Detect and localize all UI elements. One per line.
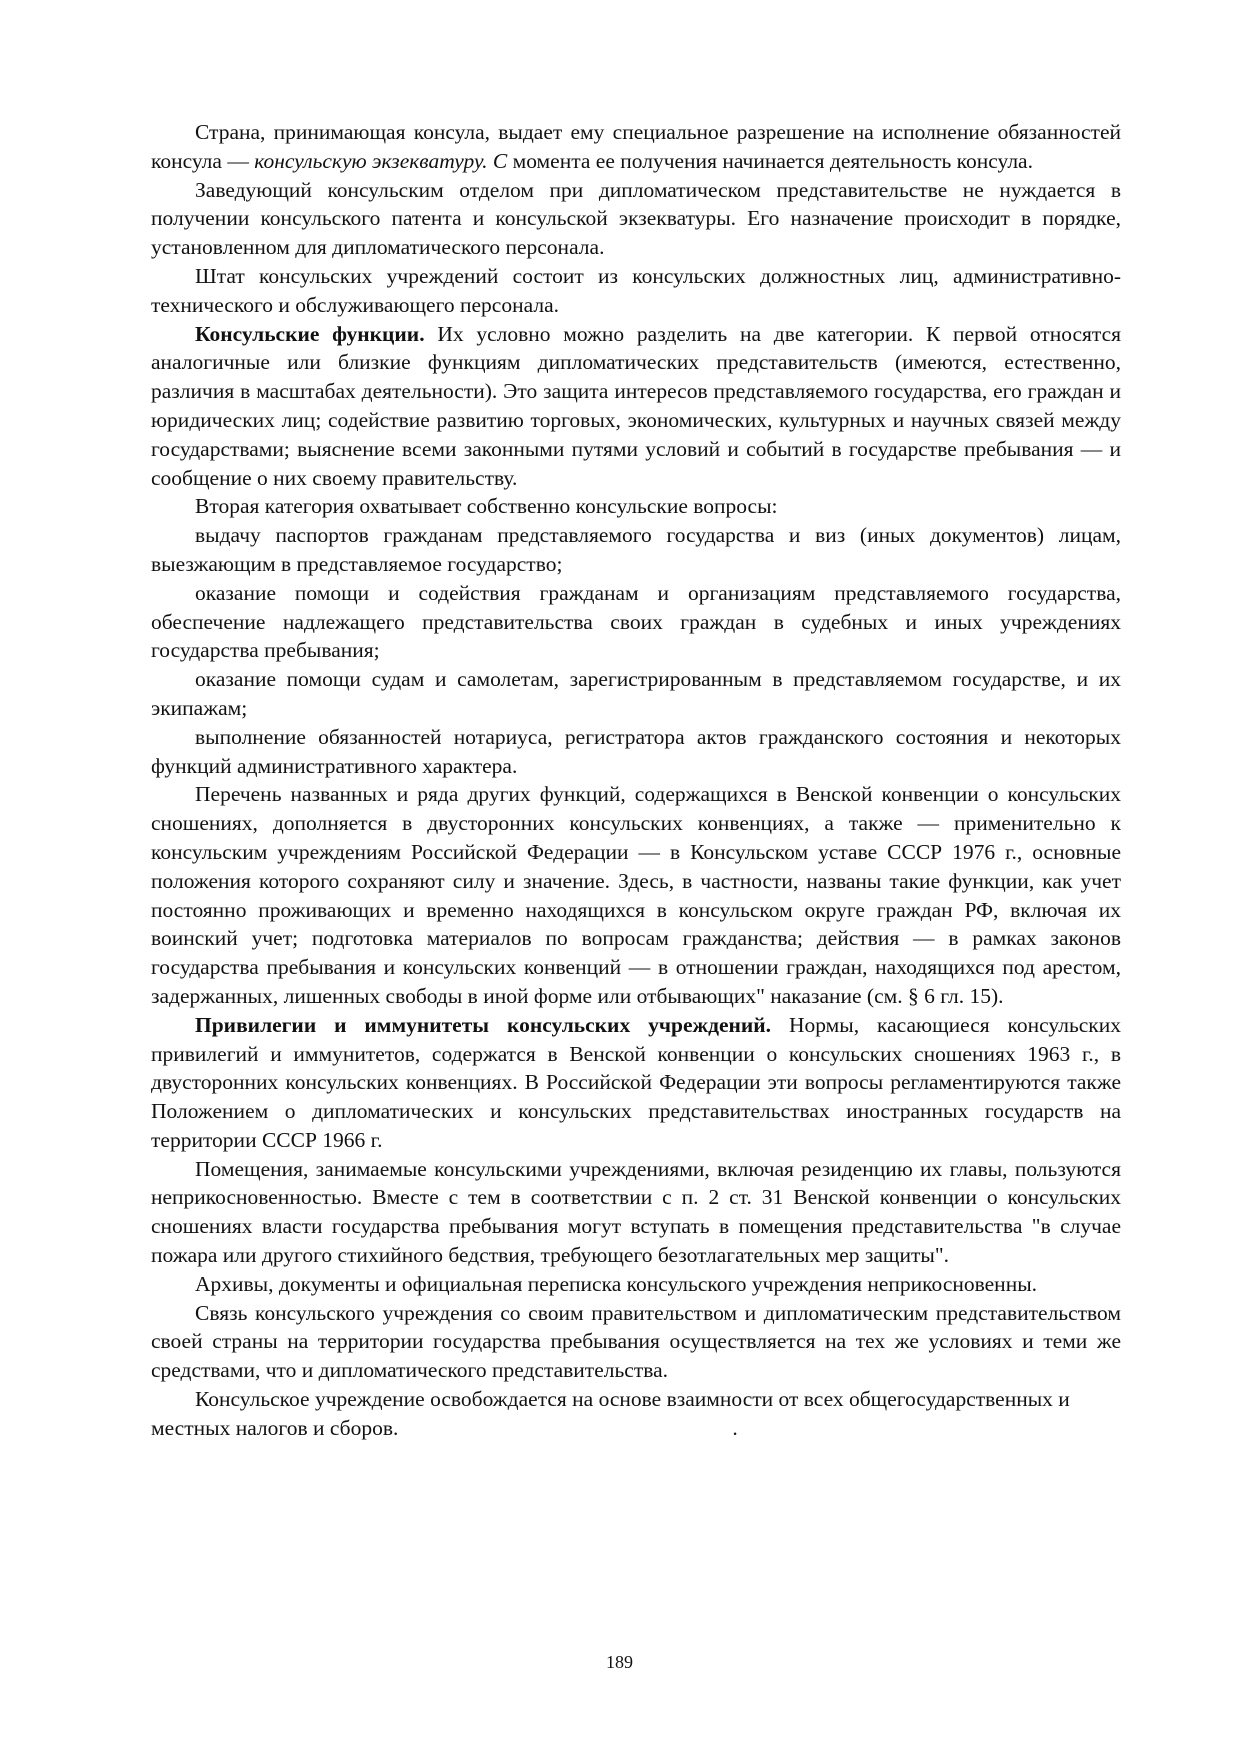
list-item-passports: выдачу паспортов гражданам представляемого государства и виз (иных документов) лицам, выезжающим в представляемое государство; <box>151 523 1121 576</box>
paragraph-consular-section: Заведующий консульским отделом при дипломатическом представительстве не нуждается в получении консульского патента и консульской экзекватуры. Его назначение происходит в порядке, установленном для дипломатического персонала. <box>151 177 1121 260</box>
paragraph-functions-list: Перечень названных и ряда других функций, содержащихся в Венской конвенции о консульских сношениях, дополняется в двусторонних консульских конвенциях, а также — применительно к консульским учреждениям Российской Федерации — в Консульском уставе СССР 1976 г., основные положения которого сохраняют силу и значение. Здесь, в частности, названы такие функции, как учет постоянно проживающих и временно находящихся в консульском округе граждан РФ, включая их воинский учет; подготовка материалов по вопросам гражданства; действия — в рамках законов государства пребывания и консульских конвенций — в отношении граждан, находящихся под арестом, задержанных, лишенных свободы в иной форме или отбывающих" наказание (см. § 6 гл. 15). <box>151 782 1121 1008</box>
paragraph-premises: Помещения, занимаемые консульскими учреждениями, включая резиденцию их главы, пользуются неприкосновенностью. Вместе с тем в соответствии с п. 2 ст. 31 Венской конвенции о консульских сношениях власти государства пребывания могут вступать в помещения представительства "в случае пожара или другого стихийного бедствия, требующего безотлагательных мер защиты". <box>151 1156 1121 1268</box>
paragraph-staff: Штат консульских учреждений состоит из консульских должностных лиц, административно-технического и обслуживающего персонала. <box>151 263 1121 317</box>
paragraph-text: Их условно можно разделить на две категории. К первой относятся аналогичные или близкие функциям дипломатических представительств (имеются, естественно, различия в масштабах деятельности). Это защита интересов представляемого государства, его граждан и юридических лиц; содействие развитию торговых, экономических, культурных и научных связей между государствами; выяснение всеми законными путями условий и событий в государстве пребывания — и сообщение о них своему правительству. <box>151 321 1122 490</box>
paragraph-text: Консульское учреждение освобождается на основе взаимности от всех общегосударственных и местных налогов и сборов. <box>151 1387 1070 1440</box>
section-heading-privileges: Привилегии и иммунитеты консульских учреждений. <box>195 1012 772 1037</box>
paragraph-consular-functions <box>151 320 1121 493</box>
paragraph-communication: Связь консульского учреждения со своим правительством и дипломатическим представительством своей страны на территории государства пребывания осуществляется на тех же условиях и теми же средствами, что и дипломатического представительства. <box>151 1300 1121 1383</box>
paragraph-text: момента ее получения начинается деятельность консула. <box>507 148 1033 173</box>
page-body <box>151 118 1121 1443</box>
section-heading-functions: Консульские функции. <box>195 321 425 346</box>
paragraph-second-category: Вторая категория охватывает собственно консульские вопросы: <box>195 494 778 519</box>
list-item-assistance: оказание помощи и содействия гражданам и организациям представляемого государства, обеспечение надлежащего представительства своих граждан в судебных и иных учреждениях государства пребывания; <box>151 580 1121 663</box>
paragraph-taxes <box>151 1385 1121 1443</box>
page-number: 189 <box>606 1652 633 1672</box>
paragraph-exequatur <box>151 118 1121 176</box>
paragraph-text: Страна, принимающая консула, выдает ему специальное разрешение на исполнение обязанностей консула — <box>151 120 1121 173</box>
paragraph-privileges <box>151 1011 1121 1155</box>
stray-dot: . <box>732 1415 738 1440</box>
list-item-ships-aircraft: оказание помощи судам и самолетам, зарегистрированным в представляемом государстве, и их экипажам; <box>151 667 1121 720</box>
italic-term: консульскую экзекватуру. С <box>254 148 508 173</box>
paragraph-archives: Архивы, документы и официальная переписка консульского учреждения неприкосновенны. <box>195 1271 1038 1296</box>
list-item-notary: выполнение обязанностей нотариуса, регистратора актов гражданского состояния и некоторых функций административного характера. <box>151 724 1121 778</box>
paragraph-text: Нормы, касающиеся консульских привилегий и иммунитетов, содержатся в Венской конвенции о консульских сношениях 1963 г., в двусторонних консульских конвенциях. В Российской Федерации эти вопросы регламентируются также Положением о дипломатических и консульских представительствах иностранных государств на территории СССР 1966 г. <box>151 1012 1122 1152</box>
